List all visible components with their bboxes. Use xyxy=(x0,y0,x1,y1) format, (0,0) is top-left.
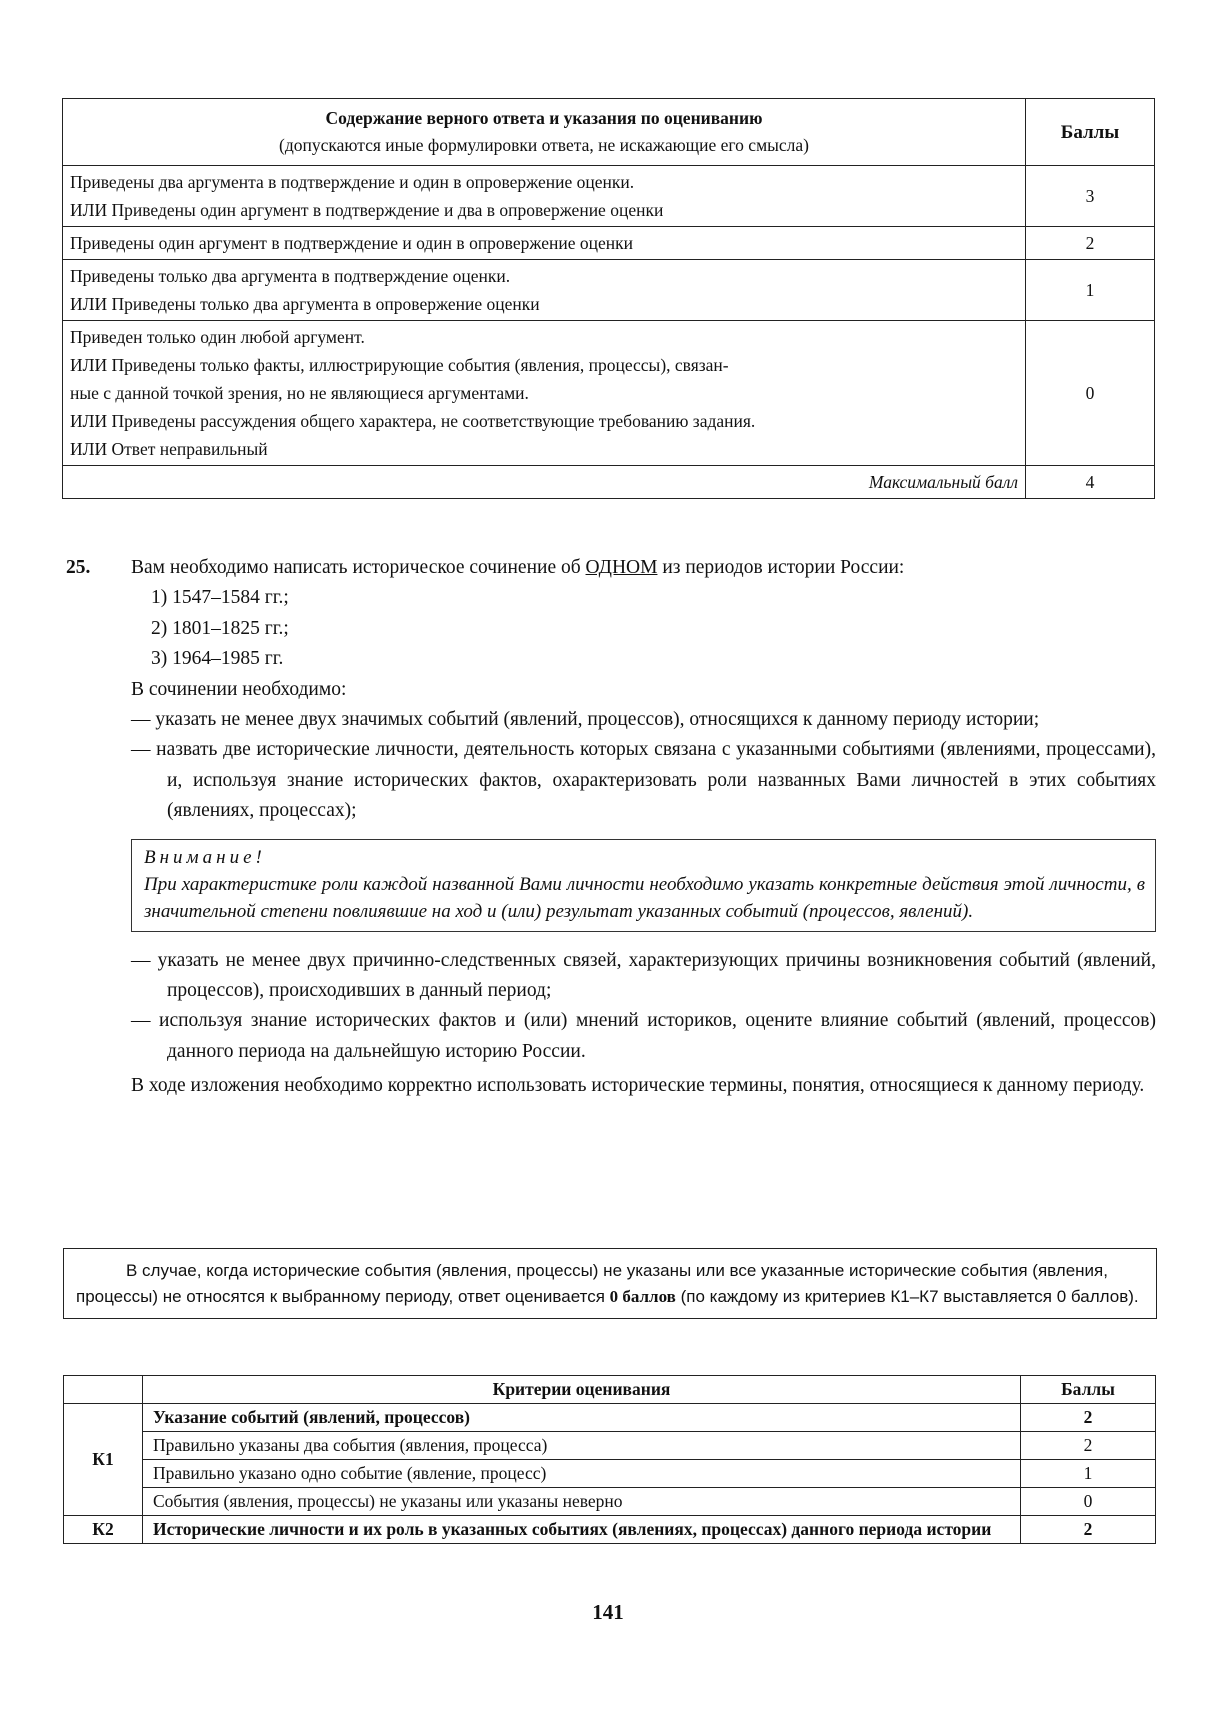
criterion-title: Указание событий (явлений, процессов) xyxy=(143,1404,1021,1432)
attention-text: При характеристике роли каждой названной Вами личности необходимо указать конкретные действия этой личности, в значительной степени повлиявшие на ход и (или) результат указанных событий (процессов, явлений). xyxy=(144,873,1145,922)
criterion-text: Правильно указано одно событие (явление, процесс) xyxy=(143,1460,1021,1488)
criterion-code: К1 xyxy=(64,1404,143,1516)
period-option: 1) 1547–1584 гг.; xyxy=(151,587,289,609)
table-row xyxy=(63,166,1155,227)
row-line: ИЛИ Приведены один аргумент в подтверждение и два в опровержение оценки xyxy=(70,200,664,220)
note-bold: 0 баллов xyxy=(609,1287,676,1306)
note-text: В случае, когда исторические события (явления, процессы) не указаны или все указанные исторические события (явления, процессы) не относятся к выбранному периоду, ответ оценивается xyxy=(76,1261,1108,1306)
criteria-row xyxy=(64,1404,1156,1432)
row-line: ные с данной точкой зрения, но не являющиеся аргументами. xyxy=(70,383,529,403)
row-line: ИЛИ Приведены только два аргумента в опровержение оценки xyxy=(70,294,540,314)
row-line: ИЛИ Ответ неправильный xyxy=(70,439,268,459)
criterion-points: 0 xyxy=(1021,1488,1156,1516)
content-header xyxy=(63,99,1026,166)
requirement-item: — указать не менее двух значимых событий (явлений, процессов), относящихся к данному периоду истории; xyxy=(131,709,1040,731)
requirement-item: — указать не менее двух причинно-следственных связей, характеризующих причины возникновения событий (явлений, процессов), происходивших в данный период; xyxy=(131,949,1156,1002)
closing-text: В ходе изложения необходимо корректно использовать исторические термины, понятия, относящиеся к данному периоду. xyxy=(131,1075,1145,1097)
zero-score-note xyxy=(63,1248,1157,1319)
requirement-item: — назвать две исторические личности, деятельность которых связана с указанными событиями (явлениями, процессами), и, используя знание исторических фактов, охарактеризовать роли названных Вами личностей в этих событиях (явлениях, процессах); xyxy=(131,739,1156,822)
row-points: 1 xyxy=(1026,260,1155,321)
intro-text: Вам необходимо написать историческое сочинение об xyxy=(131,557,586,578)
points-header: Баллы xyxy=(1021,1376,1156,1404)
period-option: 3) 1964–1985 гг. xyxy=(151,648,284,670)
attention-box xyxy=(131,839,1156,932)
requirements-label: В сочинении необходимо: xyxy=(131,678,347,700)
max-score-value: 4 xyxy=(1026,466,1155,499)
max-score-row xyxy=(63,466,1155,499)
points-header: Баллы xyxy=(1026,99,1155,166)
row-line: ИЛИ Приведены только факты, иллюстрирующие события (явления, процессы), связан- xyxy=(70,355,729,375)
table-row xyxy=(63,227,1155,260)
criterion-text: События (явления, процессы) не указаны или указаны неверно xyxy=(143,1488,1021,1516)
table-header-row xyxy=(63,99,1155,166)
table-row xyxy=(63,321,1155,466)
criteria-table xyxy=(63,1375,1156,1544)
criterion-points: 2 xyxy=(1021,1432,1156,1460)
row-points: 3 xyxy=(1026,166,1155,227)
row-line: Приведены только два аргумента в подтверждение оценки. xyxy=(70,266,511,286)
table-row xyxy=(63,260,1155,321)
task-intro xyxy=(131,553,1156,583)
header-subtitle: (допускаются иные формулировки ответа, не искажающие его смысла) xyxy=(279,135,809,155)
criterion-text: Правильно указаны два события (явления, процесса) xyxy=(143,1432,1021,1460)
page-number: 141 xyxy=(592,1600,624,1624)
task-25 xyxy=(66,553,1156,1102)
row-points: 0 xyxy=(1026,321,1155,466)
note-text-end: (по каждому из критериев К1–К7 выставляется 0 баллов). xyxy=(675,1287,1139,1306)
row-line: ИЛИ Приведены рассуждения общего характера, не соответствующие требованию задания. xyxy=(70,411,756,431)
task-number: 25. xyxy=(66,557,91,578)
row-points: 2 xyxy=(1026,227,1155,260)
criteria-row xyxy=(64,1432,1156,1460)
criteria-header: Критерии оценивания xyxy=(143,1376,1021,1404)
criterion-points: 2 xyxy=(1021,1516,1156,1544)
header-title: Содержание верного ответа и указания по оцениванию xyxy=(325,108,763,128)
criterion-points: 1 xyxy=(1021,1460,1156,1488)
criteria-row xyxy=(64,1516,1156,1544)
intro-text-end: из периодов истории России: xyxy=(657,557,905,578)
criteria-row xyxy=(64,1460,1156,1488)
intro-underlined: ОДНОМ xyxy=(585,557,658,578)
criterion-title: Исторические личности и их роль в указанных событиях (явлениях, процессах) данного периода истории xyxy=(143,1516,1021,1544)
criteria-header-row xyxy=(64,1376,1156,1404)
criteria-row xyxy=(64,1488,1156,1516)
row-line: Приведены два аргумента в подтверждение и один в опровержение оценки. xyxy=(70,172,635,192)
requirement-item: — используя знание исторических фактов и (или) мнений историков, оцените влияние событий (явлений, процессов) данного периода на дальнейшую историю России. xyxy=(131,1010,1156,1062)
row-line: Приведены один аргумент в подтверждение и один в опровержение оценки xyxy=(70,233,633,253)
attention-title: Внимание! xyxy=(144,846,266,868)
period-option: 2) 1801–1825 гг.; xyxy=(151,617,289,639)
row-line: Приведен только один любой аргумент. xyxy=(70,327,365,347)
criterion-points: 2 xyxy=(1021,1404,1156,1432)
criterion-code: К2 xyxy=(64,1516,143,1544)
grading-table xyxy=(62,98,1155,499)
max-score-label: Максимальный балл xyxy=(63,466,1026,499)
